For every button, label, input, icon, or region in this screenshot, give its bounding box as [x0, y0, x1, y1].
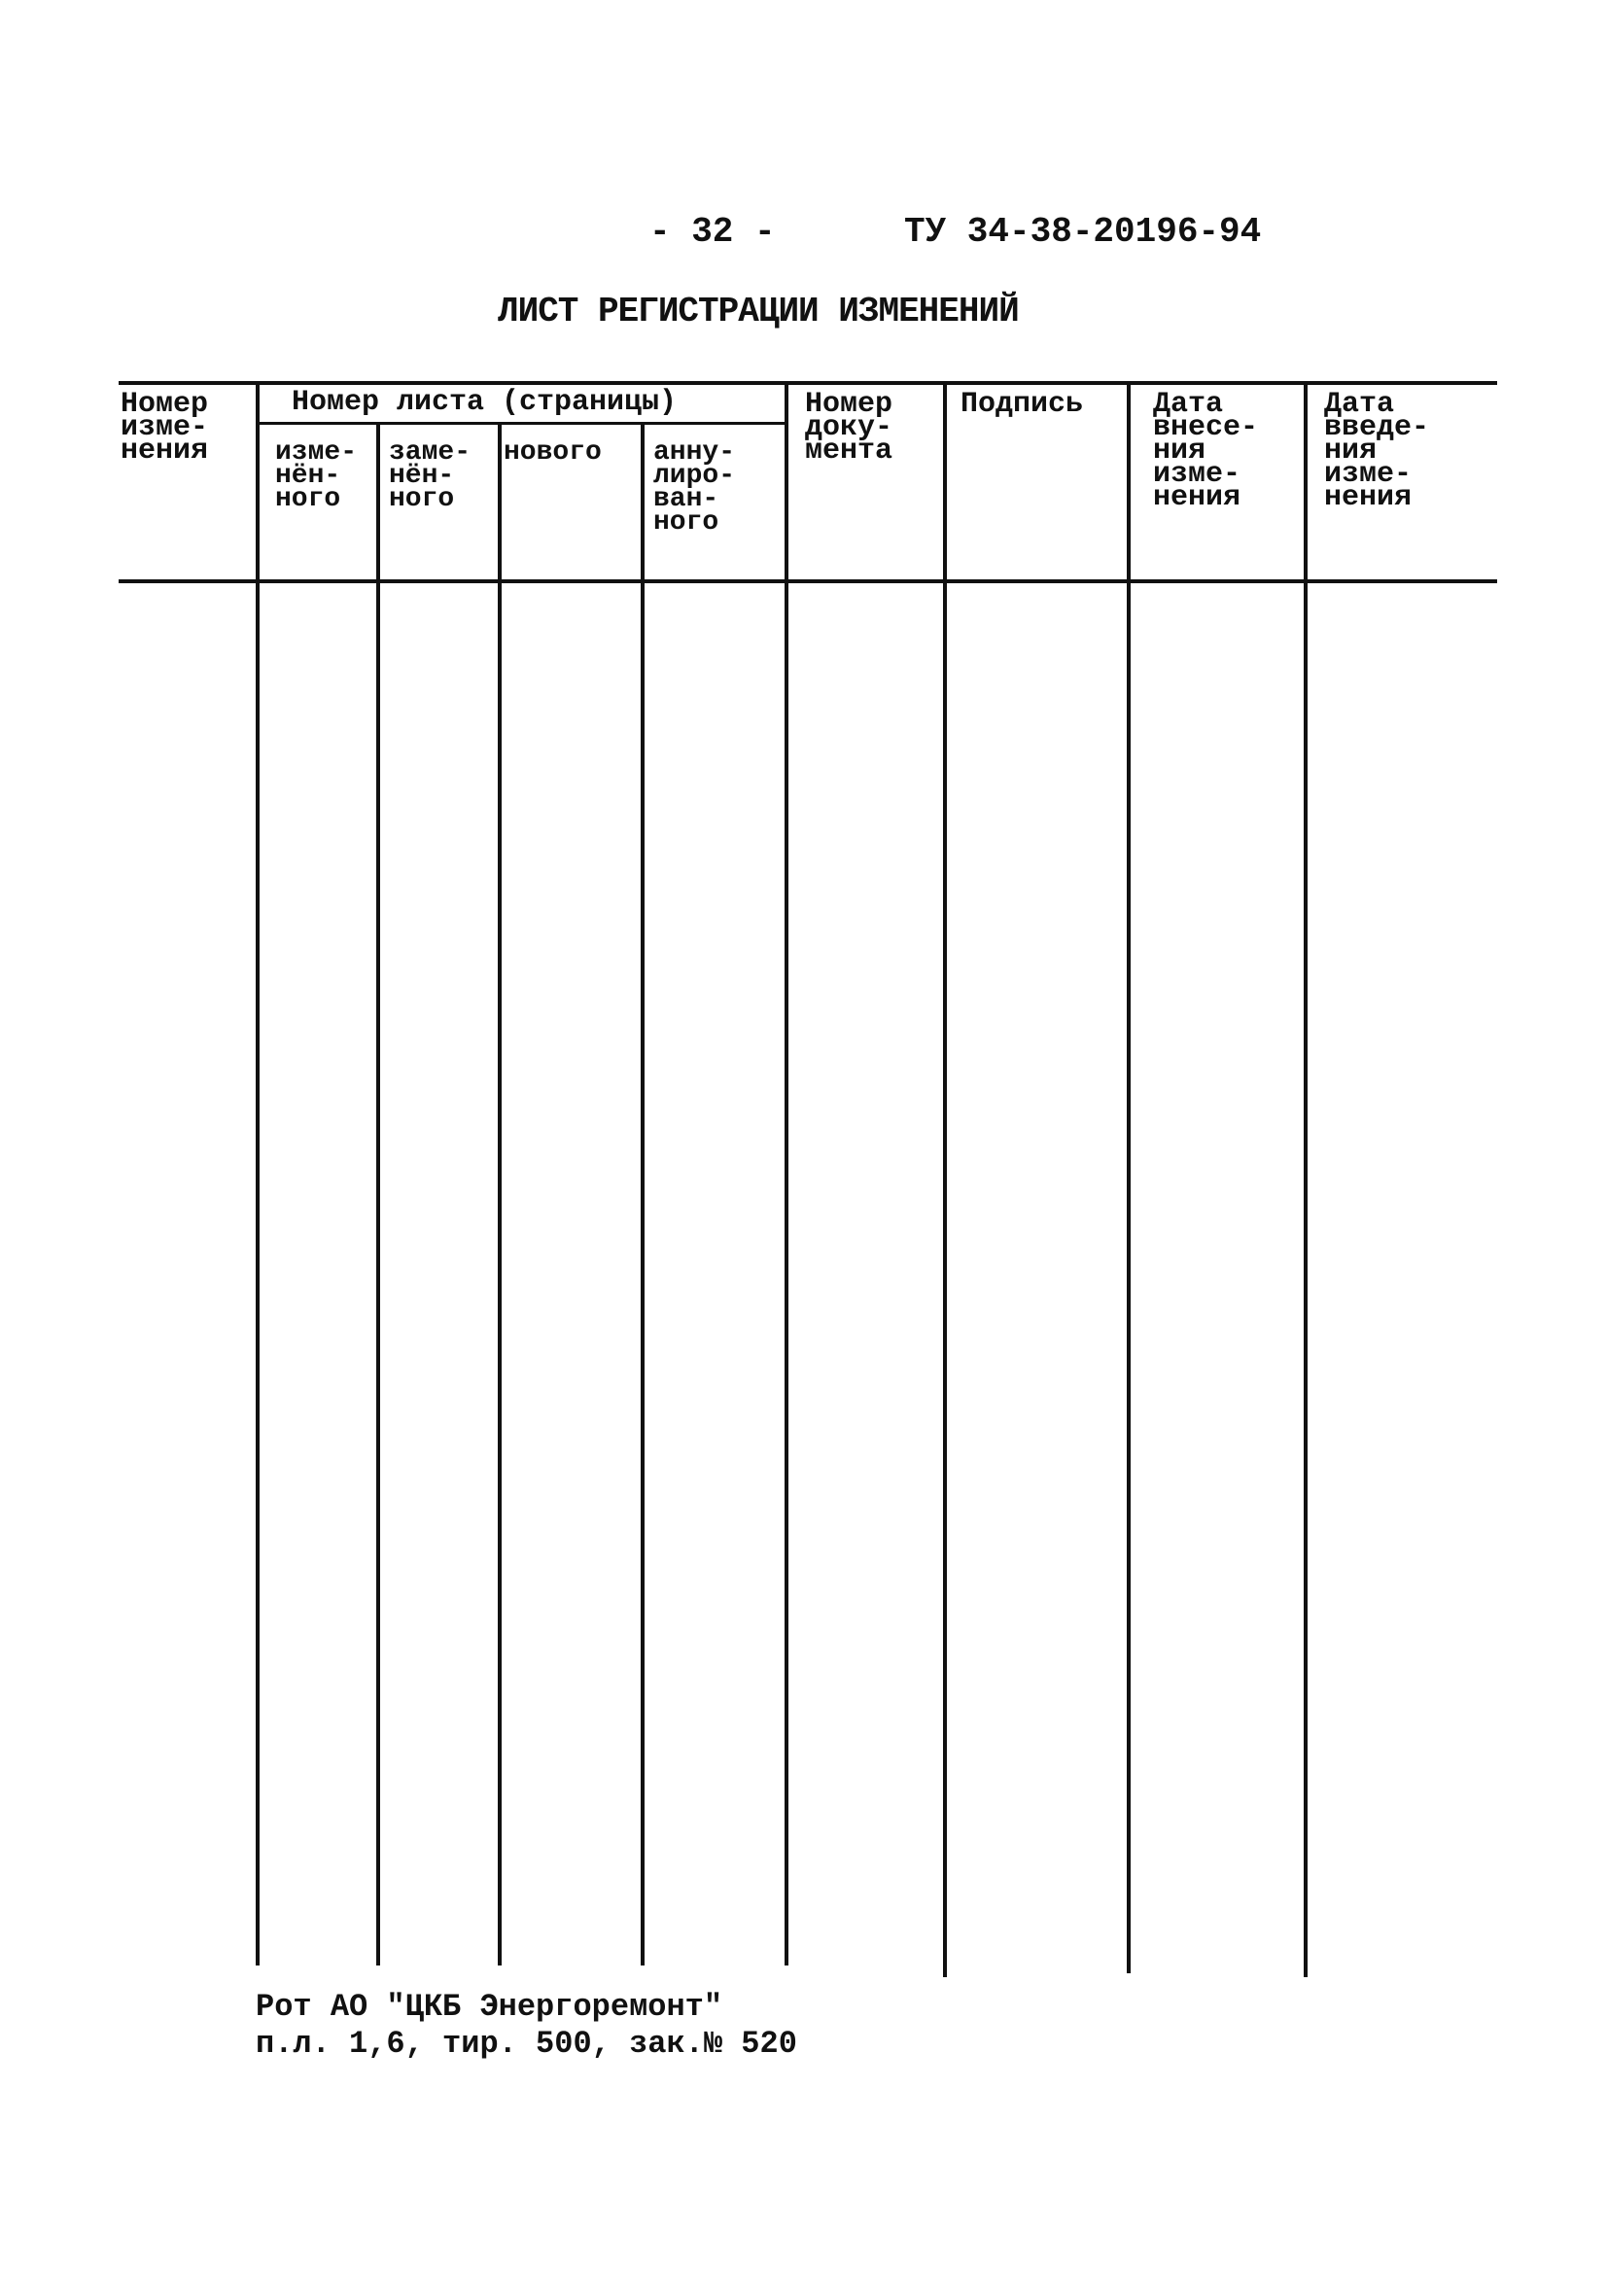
- header-bottom-border: [119, 579, 1497, 583]
- table-top-border: [119, 381, 1497, 385]
- header-replaced: заме- нён- ного: [389, 437, 472, 514]
- header-changed: изме- нён- ного: [275, 437, 358, 514]
- page-number: - 32 -: [649, 212, 776, 252]
- document-code: ТУ 34-38-20196-94: [904, 212, 1262, 252]
- col-divider-5: [785, 383, 788, 1966]
- header-sheet-number-group: Номер листа (страницы): [292, 386, 678, 419]
- col-divider-1: [256, 383, 260, 1966]
- imprint-line-2: п.л. 1,6, тир. 500, зак.№ 520: [256, 2026, 797, 2062]
- col-divider-2: [376, 424, 380, 1966]
- header-new: нового: [504, 437, 602, 468]
- col-divider-8: [1304, 383, 1308, 1977]
- header-date-entered: Дата внесе- ния изме- нения: [1153, 388, 1259, 514]
- header-change-number: Номер изме- нения: [121, 388, 209, 468]
- page-title: ЛИСТ РЕГИСТРАЦИИ ИЗМЕНЕНИЙ: [498, 292, 1019, 331]
- col-divider-6: [943, 383, 947, 1977]
- group-header-divider: [256, 422, 786, 425]
- header-annulled: анну- лиро- ван- ного: [653, 437, 736, 538]
- imprint-footer: [256, 1989, 797, 2063]
- col-divider-3: [498, 424, 502, 1966]
- header-signature: Подпись: [961, 388, 1084, 421]
- header-document-number: Номер доку- мента: [805, 388, 893, 468]
- col-divider-7: [1127, 383, 1131, 1973]
- imprint-line-1: Рот АО "ЦКБ Энергоремонт": [256, 1989, 723, 2025]
- col-divider-4: [641, 424, 645, 1966]
- header-date-effective: Дата введе- ния изме- нения: [1324, 388, 1430, 514]
